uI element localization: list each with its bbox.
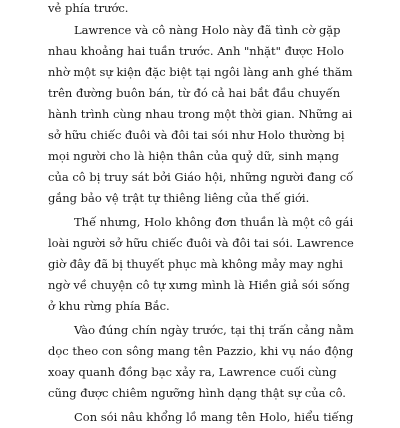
text-line: mọi người cho là hiện thân của quỷ dữ, sinh mạng [48, 149, 340, 163]
text-line: nhau khoảng hai tuần trước. Anh "nhặt" được Holo [48, 44, 344, 58]
text-line: Con sói nâu khổng lồ mang tên Holo, hiểu tiếng [74, 410, 354, 424]
text-line: gắng bảo vệ trật tự thiêng liêng của thế giới. [48, 191, 310, 205]
text-line: ngờ về chuyện cô tự xưng mình là Hiền giả sói sống [48, 278, 350, 292]
text-line: hành trình cùng nhau trong một thời gian. Những ai [48, 107, 353, 121]
text-line: sở hữu chiếc đuôi và đôi tai sói như Holo thường bị [48, 128, 345, 142]
text-line: ở khu rừng phía Bắc. [48, 299, 170, 313]
text-line: trên đường buôn bán, từ đó cả hai bắt đầu chuyến [48, 86, 341, 100]
text-line: nhờ một sự kiện đặc biệt tại ngôi làng anh ghé thăm [48, 65, 353, 79]
text-line: Vào đúng chín ngày trước, tại thị trấn cảng nằm [74, 323, 354, 337]
text-line: dọc theo con sông mang tên Pazzio, khi vụ náo động [48, 344, 354, 358]
text-line: giờ đây đã bị thuyết phục mà không mảy may nghi [48, 257, 343, 271]
text-line: loài người sở hữu chiếc đuôi và đôi tai sói. Lawrence [48, 236, 354, 250]
text-line: vẻ phía trước. [48, 1, 129, 15]
text-line: của cô bị truy sát bởi Giáo hội, những người đang cố [48, 170, 354, 184]
text-line: cũng được chiêm ngưỡng hình dạng thật sự của cô. [48, 386, 346, 400]
text-line: Lawrence và cô nàng Holo này đã tình cờ gặp [74, 23, 341, 37]
text-line: xoay quanh đồng bạc xảy ra, Lawrence cuối cùng [48, 365, 337, 379]
text-line: Thế nhưng, Holo không đơn thuần là một cô gái [74, 215, 354, 229]
